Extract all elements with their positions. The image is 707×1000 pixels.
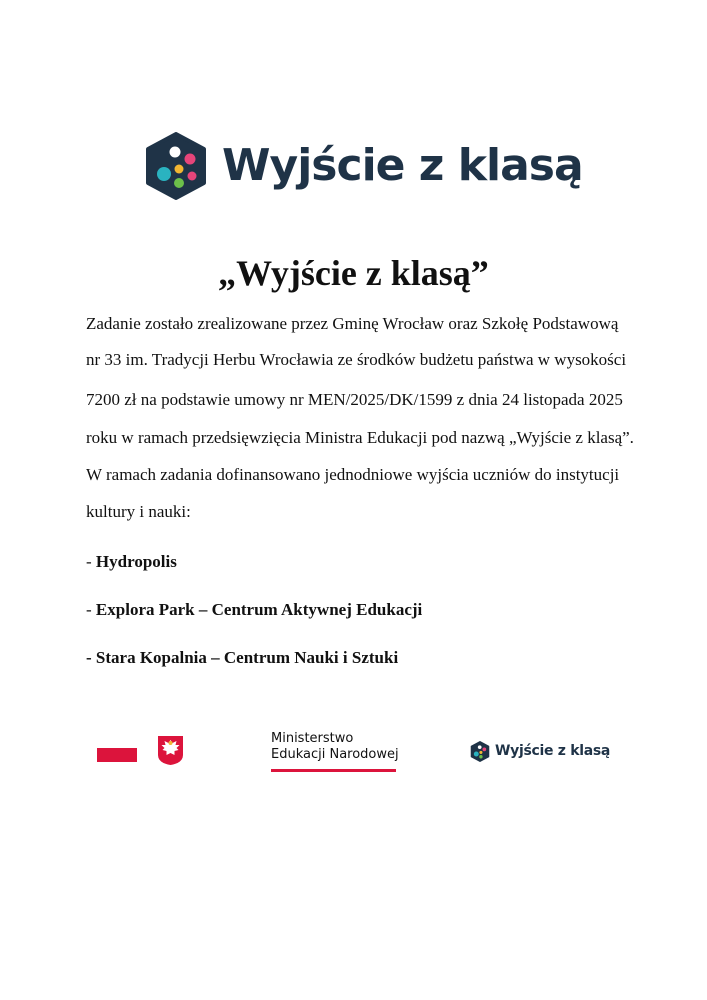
ministry-name-line2: Edukacji Narodowej xyxy=(271,747,399,762)
paragraph-line: 7200 zł na podstawie umowy nr MEN/2025/DK/1599 z dnia 24 listopada 2025 xyxy=(86,390,623,409)
ministry-name-line1: Ministerstwo xyxy=(271,731,354,746)
ministry-underline xyxy=(271,769,396,772)
program-logo-small-text: Wyjście z klasą xyxy=(495,743,611,759)
paragraph-line: kultury i nauki: xyxy=(86,502,191,521)
list-item xyxy=(86,600,422,620)
paragraph-line: roku w ramach przedsięwzięcia Ministra Edukacji pod nazwą „Wyjście z klasą”. xyxy=(86,428,634,447)
program-logo-small xyxy=(470,740,610,762)
polish-eagle-emblem-icon xyxy=(157,735,184,766)
program-logo-text: Wyjście z klasą xyxy=(222,140,583,191)
program-logo xyxy=(144,130,583,202)
list-item-prefix: - xyxy=(86,552,96,571)
paragraph-line: nr 33 im. Tradycji Herbu Wrocławia ze środków budżetu państwa w wysokości xyxy=(86,350,627,369)
list-item-name: - Stara Kopalnia – Centrum Nauki i Sztuki xyxy=(86,648,399,667)
ministry-logo xyxy=(271,731,399,763)
list-item xyxy=(86,552,177,572)
paragraph-line: W ramach zadania dofinansowano jednodniowe wyjścia uczniów do instytucji xyxy=(86,465,620,484)
program-logo-icon xyxy=(144,132,208,200)
paragraph-line: Zadanie zostało zrealizowane przez Gminę Wrocław oraz Szkołę Podstawową xyxy=(86,314,619,333)
list-item xyxy=(86,648,398,668)
program-logo-small-icon xyxy=(470,741,490,762)
polish-flag-icon xyxy=(97,748,137,762)
list-item-name: Explora Park – Centrum Aktywnej Edukacji xyxy=(95,600,423,619)
list-item-name: Hydropolis xyxy=(95,552,177,571)
page-title: „Wyjście z klasą” xyxy=(218,253,489,293)
list-item-prefix: - xyxy=(86,600,96,619)
